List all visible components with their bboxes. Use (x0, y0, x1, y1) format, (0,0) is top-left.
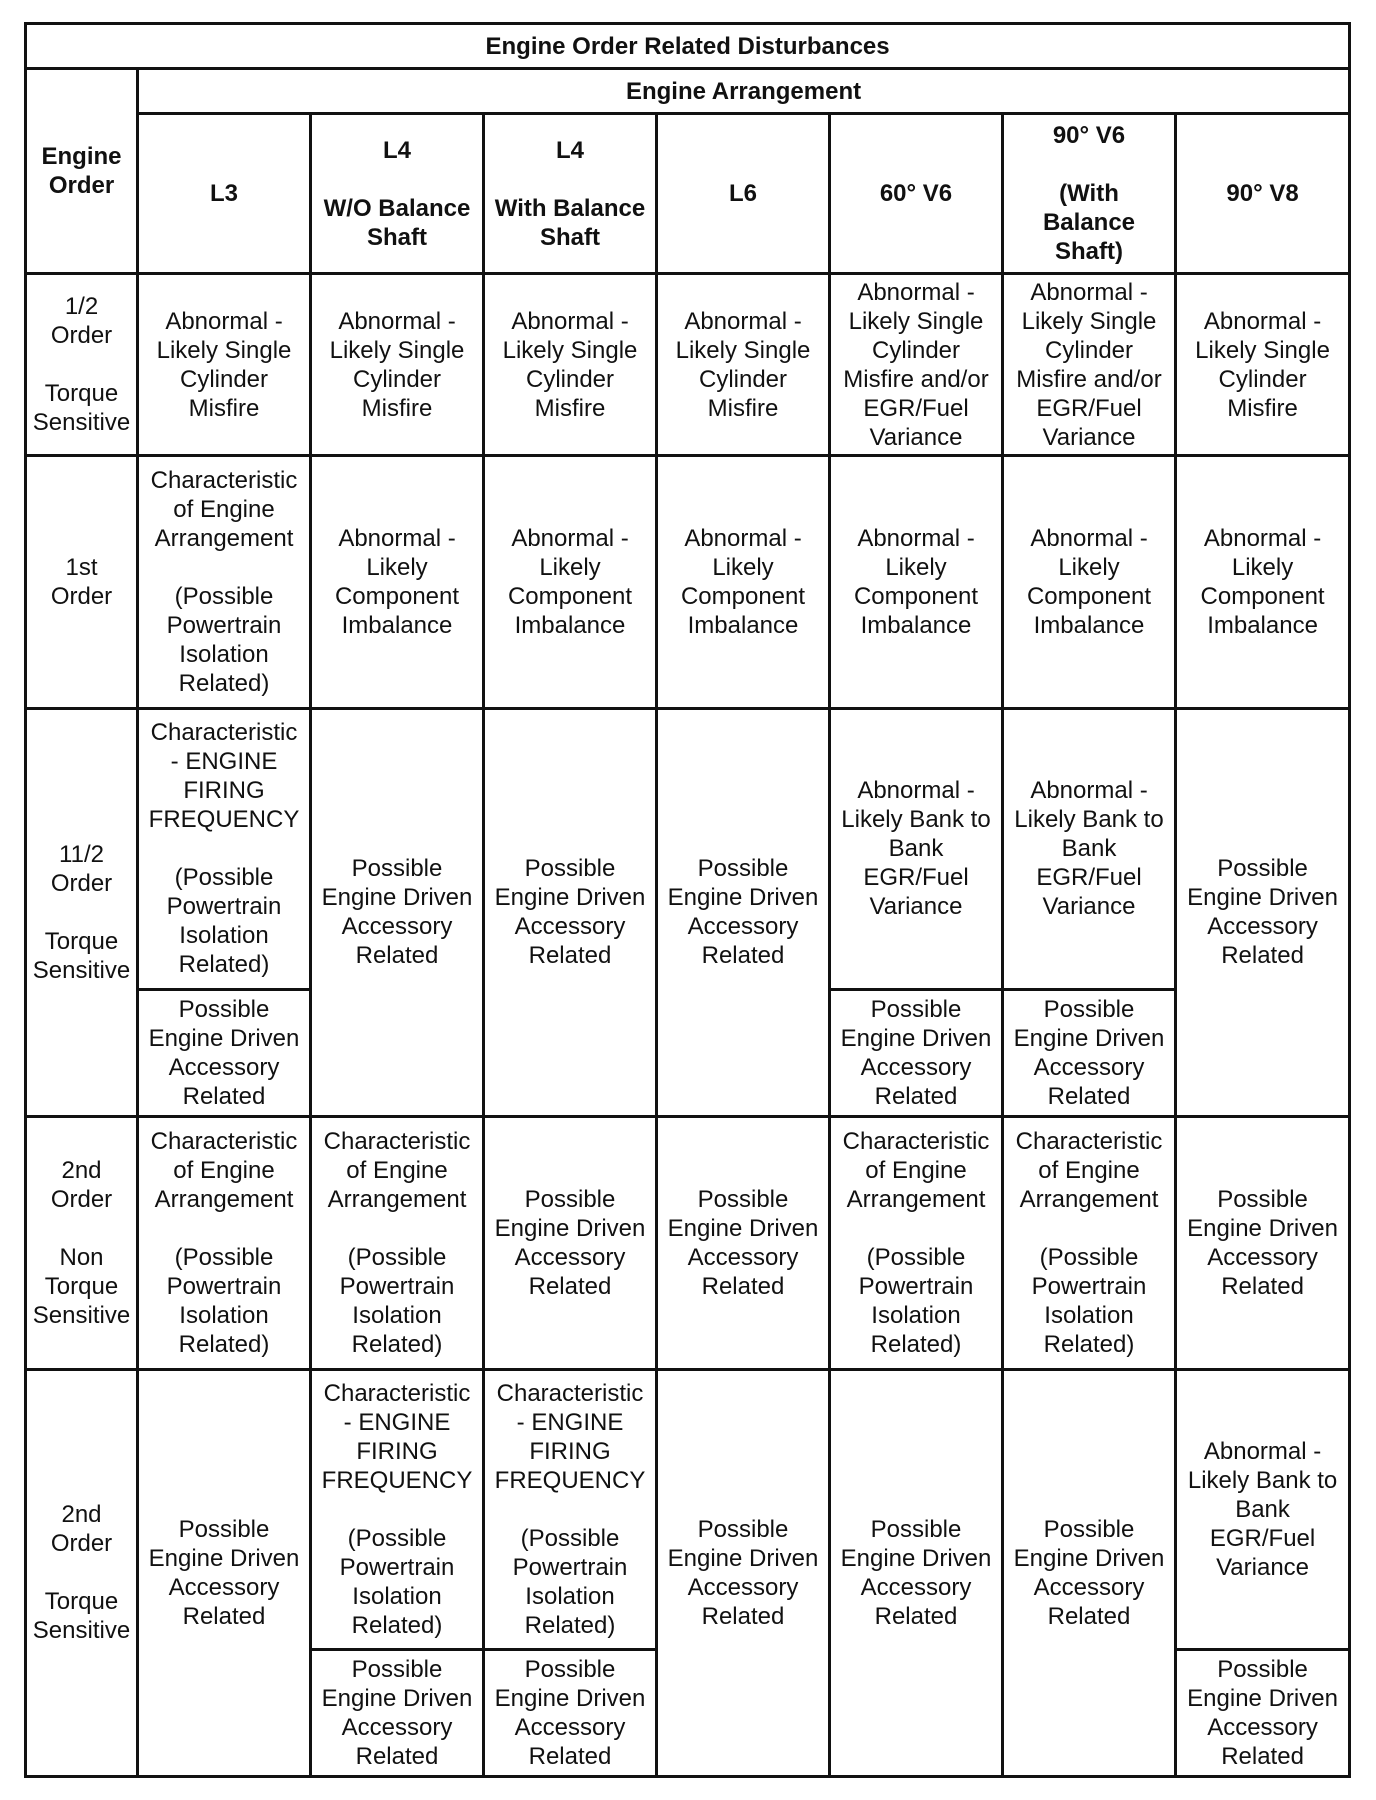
table-cell: Possible Engine Driven Accessory Related (657, 709, 830, 1116)
column-header-90-v8: 90° V8 (1176, 114, 1350, 274)
table-cell: Possible Engine Driven Accessory Related (1176, 1116, 1350, 1369)
row-label-second-order-non-torque: 2nd Order Non Torque Sensitive (26, 1116, 138, 1369)
row-label-one-and-half-order: 11/2 Order Torque Sensitive (26, 709, 138, 1116)
table-cell: Possible Engine Driven Accessory Related (1003, 1369, 1176, 1776)
table-cell: Characteristic of Engine Arrangement (Possible Powertrain Isolation Related) (311, 1116, 484, 1369)
table-cell: Possible Engine Driven Accessory Related (1176, 1649, 1350, 1776)
table-row (26, 1369, 1350, 1649)
column-header-l3: L3 (138, 114, 311, 274)
table-row (26, 1116, 1350, 1369)
table-cell: Characteristic of Engine Arrangement (Possible Powertrain Isolation Related) (830, 1116, 1003, 1369)
table-cell: Abnormal - Likely Single Cylinder Misfire (484, 274, 657, 456)
table-cell: Abnormal - Likely Single Cylinder Misfire and/or EGR/Fuel Variance (830, 274, 1003, 456)
table-cell: Possible Engine Driven Accessory Related (484, 709, 657, 1116)
table-cell: Abnormal - Likely Component Imbalance (1003, 456, 1176, 709)
column-header-l6: L6 (657, 114, 830, 274)
row-label-half-order: 1/2 Order Torque Sensitive (26, 274, 138, 456)
table-cell: Possible Engine Driven Accessory Related (830, 1369, 1003, 1776)
table-cell: Abnormal - Likely Bank to Bank EGR/Fuel Variance (1176, 1369, 1350, 1649)
table-cell: Abnormal - Likely Component Imbalance (657, 456, 830, 709)
row-label-second-order-torque: 2nd Order Torque Sensitive (26, 1369, 138, 1776)
table-cell: Characteristic - ENGINE FIRING FREQUENCY (Possible Powertrain Isolation Related) (138, 709, 311, 989)
table-cell: Characteristic - ENGINE FIRING FREQUENCY (Possible Powertrain Isolation Related) (311, 1369, 484, 1649)
table-cell: Possible Engine Driven Accessory Related (484, 1649, 657, 1776)
engine-order-table (24, 22, 1351, 1778)
table-row (26, 456, 1350, 709)
table-row (26, 274, 1350, 456)
table-row (26, 709, 1350, 989)
table-cell: Possible Engine Driven Accessory Related (657, 1369, 830, 1776)
table-cell: Abnormal - Likely Single Cylinder Misfire (1176, 274, 1350, 456)
table-cell: Possible Engine Driven Accessory Related (311, 709, 484, 1116)
table-cell: Abnormal - Likely Component Imbalance (484, 456, 657, 709)
table-cell: Possible Engine Driven Accessory Related (657, 1116, 830, 1369)
column-header-l4-without-balance-shaft: L4 W/O Balance Shaft (311, 114, 484, 274)
table-cell: Possible Engine Driven Accessory Related (1003, 989, 1176, 1116)
document-page (24, 22, 1348, 1778)
engine-arrangement-header: Engine Arrangement (138, 69, 1350, 114)
column-header-90-v6: 90° V6 (With Balance Shaft) (1003, 114, 1176, 274)
table-cell: Abnormal - Likely Component Imbalance (830, 456, 1003, 709)
table-cell: Possible Engine Driven Accessory Related (138, 989, 311, 1116)
table-cell: Abnormal - Likely Bank to Bank EGR/Fuel Variance (830, 709, 1003, 989)
table-cell: Possible Engine Driven Accessory Related (484, 1116, 657, 1369)
table-cell: Abnormal - Likely Component Imbalance (1176, 456, 1350, 709)
table-cell: Characteristic of Engine Arrangement (Possible Powertrain Isolation Related) (138, 456, 311, 709)
table-cell: Abnormal - Likely Bank to Bank EGR/Fuel Variance (1003, 709, 1176, 989)
table-cell: Possible Engine Driven Accessory Related (138, 1369, 311, 1776)
table-title: Engine Order Related Disturbances (26, 24, 1350, 69)
table-cell: Characteristic - ENGINE FIRING FREQUENCY (Possible Powertrain Isolation Related) (484, 1369, 657, 1649)
table-cell: Characteristic of Engine Arrangement (Possible Powertrain Isolation Related) (138, 1116, 311, 1369)
table-cell: Abnormal - Likely Component Imbalance (311, 456, 484, 709)
table-cell: Characteristic of Engine Arrangement (Possible Powertrain Isolation Related) (1003, 1116, 1176, 1369)
table-cell: Abnormal - Likely Single Cylinder Misfire and/or EGR/Fuel Variance (1003, 274, 1176, 456)
table-cell: Possible Engine Driven Accessory Related (311, 1649, 484, 1776)
table-cell: Possible Engine Driven Accessory Related (1176, 709, 1350, 1116)
column-header-l4-with-balance-shaft: L4 With Balance Shaft (484, 114, 657, 274)
table-cell: Abnormal - Likely Single Cylinder Misfire (311, 274, 484, 456)
table-cell: Possible Engine Driven Accessory Related (830, 989, 1003, 1116)
row-label-first-order: 1st Order (26, 456, 138, 709)
column-header-60-v6: 60° V6 (830, 114, 1003, 274)
table-cell: Abnormal - Likely Single Cylinder Misfire (138, 274, 311, 456)
engine-order-header: Engine Order (26, 69, 138, 274)
table-cell: Abnormal - Likely Single Cylinder Misfire (657, 274, 830, 456)
